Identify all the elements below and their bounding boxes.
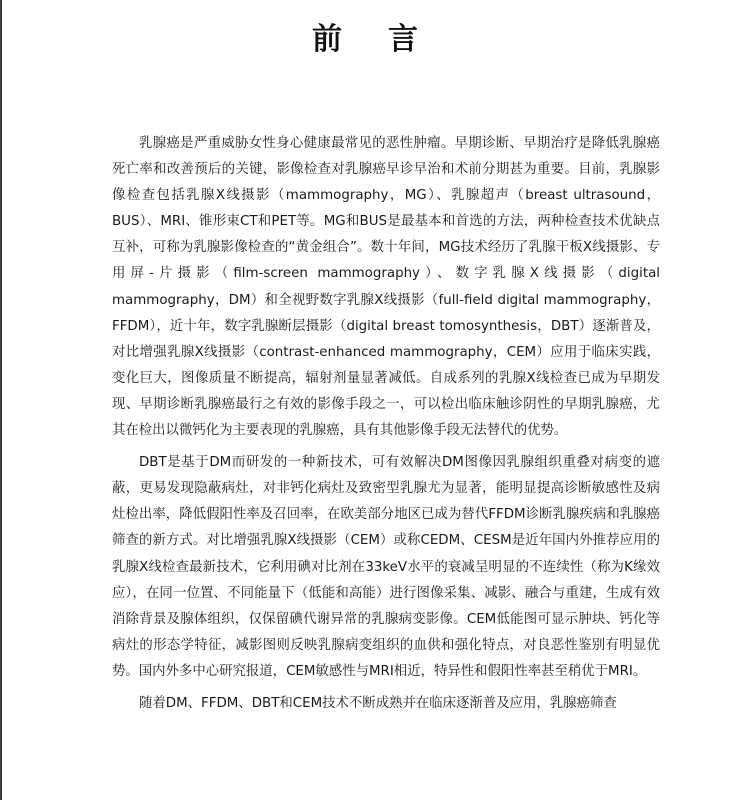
paragraph-2: DBT是基于DM而研发的一种新技术，可有效解决DM图像因乳腺组织重叠对病变的遮蔽，更易发现隐蔽病灶，对非钙化病灶及致密型乳腺尤为显著，能明显提高诊断敏感性及病灶检出率，降低假阳性率及召回率，在欧美部分地区已成为替代FFDM诊断乳腺疾病和乳腺癌筛查的新方式。对比增强乳腺X线摄影（CEM）或称CEDM、CESM是近年国内外推荐应用的乳腺X线检查最新技术，它利用碘对比剂在33keV水平的衰减呈明显的不连续性（称为K缘效应），在同一位置、不同能量下（低能和高能）进行图像采集、减影、融合与重建，生成有效消除背景及腺体组织，仅保留碘代谢异常的乳腺病变影像。CEM低能图可显示肿块、钙化等病灶的形态学特征，减影图则反映乳腺病变组织的血供和强化特点，对良恶性鉴别有明显优势。国内外多中心研究报道，CEM敏感性与MRI相近，特异性和假阳性率甚至稍优于MRI。 [112,455,660,679]
page-title: 前言 [312,22,464,57]
page-edge-rule [0,0,2,800]
preface-body [112,131,660,723]
paragraph-3: 随着DM、FFDM、DBT和CEM技术不断成熟并在临床逐渐普及应用，乳腺癌筛查 [139,695,617,711]
paragraph-1: 乳腺癌是严重威胁女性身心健康最常见的恶性肿瘤。早期诊断、早期治疗是降低乳腺癌死亡率和改善预后的关键，影像检查对乳腺癌早诊早治和术前分期甚为重要。目前，乳腺影像检查包括乳腺X线摄影（mammography，MG）、乳腺超声（breast ultrasound，BUS）、MRI、锥形束CT和PET等。MG和BUS是最基本和首选的方法，两种检查技术优缺点互补，可称为乳腺影像检查的“黄金组合”。数十年间，MG技术经历了乳腺干板X线摄影、专用屏-片摄影（film-screen mammography）、数字乳腺X线摄影（digital mammography，DM）和全视野数字乳腺X线摄影（full-field digital mammography，FFDM），近十年，数字乳腺断层摄影（digital breast tomosynthesis，DBT）逐渐普及，对比增强乳腺X线摄影（contrast-enhanced mammography，CEM）应用于临床实践，变化巨大，图像质量不断提高，辐射剂量显著减低。自成系列的乳腺X线检查已成为早期发现、早期诊断乳腺癌最行之有效的影像手段之一，可以检出临床触诊阴性的早期乳腺癌，尤其在检出以微钙化为主要表现的乳腺癌，具有其他影像手段无法替代的优势。 [112,136,660,439]
